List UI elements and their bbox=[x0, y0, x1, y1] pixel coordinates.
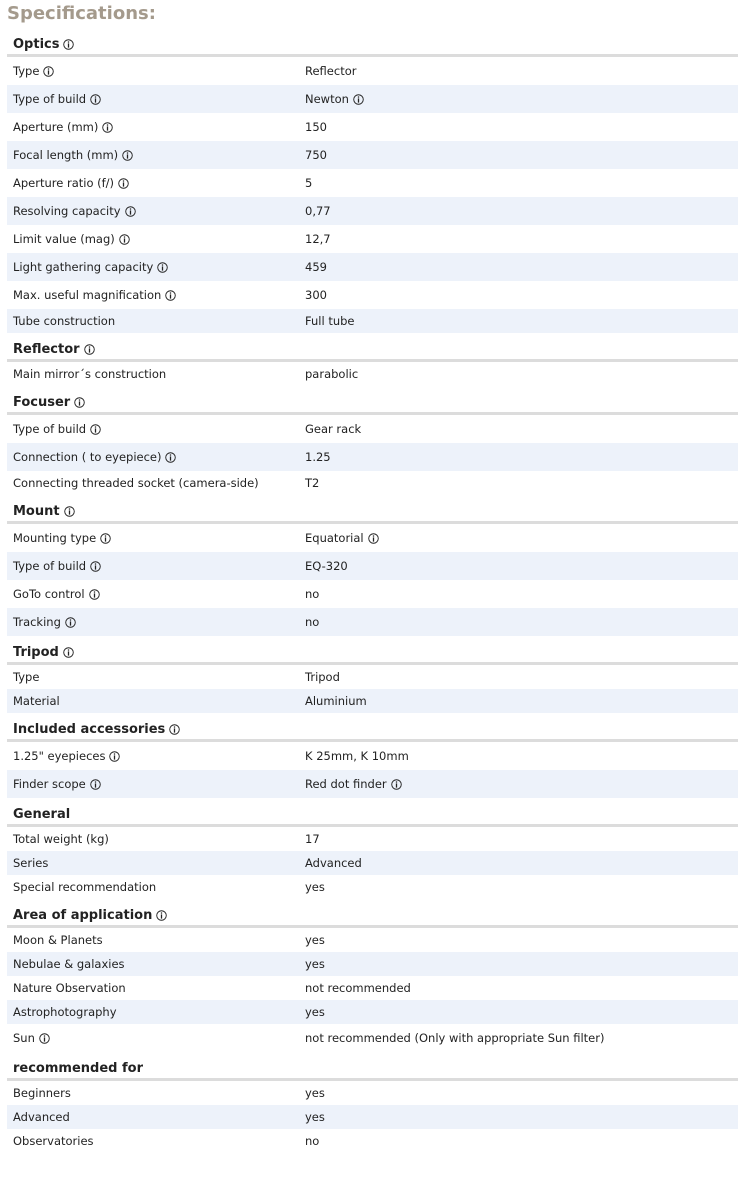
spec-label: Sun bbox=[13, 1031, 35, 1045]
spec-value-cell bbox=[305, 777, 738, 791]
spec-label: Resolving capacity bbox=[13, 204, 121, 218]
spec-value-cell bbox=[305, 314, 738, 328]
section-header bbox=[7, 905, 738, 928]
spec-label: Series bbox=[13, 856, 49, 870]
spec-value: yes bbox=[305, 957, 325, 971]
spec-row bbox=[7, 689, 738, 713]
spec-value-cell bbox=[305, 176, 738, 190]
spec-label: Type of build bbox=[13, 422, 87, 436]
spec-row bbox=[7, 1000, 738, 1024]
spec-label: Astrophotography bbox=[13, 1005, 117, 1019]
spec-label: Connecting threaded socket (camera-side) bbox=[13, 476, 259, 490]
spec-row bbox=[7, 952, 738, 976]
spec-row bbox=[7, 580, 738, 608]
section-header bbox=[7, 642, 738, 665]
spec-value-cell bbox=[305, 749, 738, 763]
spec-row bbox=[7, 1081, 738, 1105]
info-icon[interactable] bbox=[391, 779, 402, 790]
spec-row bbox=[7, 281, 738, 309]
spec-label-cell bbox=[7, 587, 305, 601]
spec-label-cell bbox=[7, 880, 305, 894]
specifications-table bbox=[7, 34, 738, 1153]
spec-value: 1.25 bbox=[305, 450, 331, 464]
spec-value: 150 bbox=[305, 120, 327, 134]
spec-label: Nebulae & galaxies bbox=[13, 957, 125, 971]
section-header bbox=[7, 501, 738, 524]
spec-row bbox=[7, 1024, 738, 1052]
section-title: recommended for bbox=[13, 1060, 143, 1076]
info-icon[interactable] bbox=[109, 751, 120, 762]
spec-value: K 25mm, K 10mm bbox=[305, 749, 409, 763]
spec-value-cell bbox=[305, 367, 738, 381]
info-icon[interactable] bbox=[125, 206, 136, 217]
spec-label-cell bbox=[7, 260, 305, 274]
spec-row bbox=[7, 309, 738, 333]
info-icon[interactable] bbox=[90, 779, 101, 790]
spec-value: no bbox=[305, 1134, 320, 1148]
spec-value-cell bbox=[305, 64, 738, 78]
info-icon[interactable] bbox=[353, 94, 364, 105]
spec-row bbox=[7, 169, 738, 197]
info-icon[interactable] bbox=[64, 506, 75, 517]
section-title: Included accessories bbox=[13, 721, 166, 737]
spec-label: Special recommendation bbox=[13, 880, 157, 894]
spec-value: 459 bbox=[305, 260, 327, 274]
spec-label-cell bbox=[7, 749, 305, 763]
spec-label-cell bbox=[7, 450, 305, 464]
info-icon[interactable] bbox=[90, 561, 101, 572]
spec-value-cell bbox=[305, 450, 738, 464]
info-icon[interactable] bbox=[102, 122, 113, 133]
spec-label: Type bbox=[13, 64, 40, 78]
spec-value-cell bbox=[305, 559, 738, 573]
spec-value: Red dot finder bbox=[305, 777, 387, 791]
spec-label: Material bbox=[13, 694, 60, 708]
info-icon[interactable] bbox=[63, 39, 74, 50]
spec-label-cell bbox=[7, 120, 305, 134]
spec-value-cell bbox=[305, 856, 738, 870]
spec-label-cell bbox=[7, 1134, 305, 1148]
spec-label-cell bbox=[7, 559, 305, 573]
spec-label: Finder scope bbox=[13, 777, 86, 791]
info-icon[interactable] bbox=[165, 452, 176, 463]
spec-value: Gear rack bbox=[305, 422, 362, 436]
spec-label-cell bbox=[7, 367, 305, 381]
info-icon[interactable] bbox=[89, 589, 100, 600]
spec-value: Aluminium bbox=[305, 694, 367, 708]
spec-value: 300 bbox=[305, 288, 327, 302]
section-header bbox=[7, 1058, 738, 1081]
info-icon[interactable] bbox=[84, 344, 95, 355]
spec-value-cell bbox=[305, 204, 738, 218]
info-icon[interactable] bbox=[119, 234, 130, 245]
spec-label-cell bbox=[7, 694, 305, 708]
spec-value-cell bbox=[305, 1031, 738, 1045]
spec-value-cell bbox=[305, 148, 738, 162]
spec-row bbox=[7, 524, 738, 552]
spec-value: Equatorial bbox=[305, 531, 364, 545]
spec-label-cell bbox=[7, 422, 305, 436]
spec-value: not recommended (Only with appropriate Sun filter) bbox=[305, 1031, 605, 1045]
spec-row bbox=[7, 928, 738, 952]
spec-label: Main mirror´s construction bbox=[13, 367, 167, 381]
spec-value-cell bbox=[305, 422, 738, 436]
spec-value: 12,7 bbox=[305, 232, 331, 246]
spec-row bbox=[7, 770, 738, 798]
spec-value: parabolic bbox=[305, 367, 359, 381]
spec-row bbox=[7, 57, 738, 85]
spec-value-cell bbox=[305, 880, 738, 894]
spec-label: 1.25" eyepieces bbox=[13, 749, 106, 763]
spec-row bbox=[7, 443, 738, 471]
info-icon[interactable] bbox=[39, 1033, 50, 1044]
section-header bbox=[7, 339, 738, 362]
spec-label: Moon & Planets bbox=[13, 933, 103, 947]
spec-label-cell bbox=[7, 933, 305, 947]
spec-value: 5 bbox=[305, 176, 313, 190]
spec-row bbox=[7, 665, 738, 689]
info-icon[interactable] bbox=[100, 533, 111, 544]
section-title: Focuser bbox=[13, 394, 71, 410]
spec-label: Light gathering capacity bbox=[13, 260, 154, 274]
spec-row bbox=[7, 827, 738, 851]
spec-value: yes bbox=[305, 1086, 325, 1100]
spec-label: Type of build bbox=[13, 559, 87, 573]
info-icon[interactable] bbox=[90, 424, 101, 435]
spec-value: Tripod bbox=[305, 670, 340, 684]
spec-label-cell bbox=[7, 1086, 305, 1100]
section-title: Mount bbox=[13, 503, 60, 519]
info-icon[interactable] bbox=[368, 533, 379, 544]
spec-value-cell bbox=[305, 288, 738, 302]
section-title: Reflector bbox=[13, 341, 80, 357]
info-icon[interactable] bbox=[74, 397, 85, 408]
spec-value-cell bbox=[305, 92, 738, 106]
spec-row bbox=[7, 1105, 738, 1129]
spec-row bbox=[7, 875, 738, 899]
spec-row bbox=[7, 362, 738, 386]
spec-value-cell bbox=[305, 1110, 738, 1124]
spec-label: Focal length (mm) bbox=[13, 148, 119, 162]
spec-value-cell bbox=[305, 260, 738, 274]
spec-row bbox=[7, 85, 738, 113]
spec-value: 0,77 bbox=[305, 204, 331, 218]
spec-value-cell bbox=[305, 476, 738, 490]
spec-label-cell bbox=[7, 1031, 305, 1045]
spec-label-cell bbox=[7, 832, 305, 846]
section-header bbox=[7, 392, 738, 415]
spec-label: Type bbox=[13, 670, 40, 684]
spec-row bbox=[7, 141, 738, 169]
spec-label: Mounting type bbox=[13, 531, 97, 545]
spec-value-cell bbox=[305, 832, 738, 846]
spec-label: GoTo control bbox=[13, 587, 85, 601]
section-header bbox=[7, 804, 738, 827]
spec-label-cell bbox=[7, 288, 305, 302]
spec-label-cell bbox=[7, 176, 305, 190]
spec-value: yes bbox=[305, 1110, 325, 1124]
spec-value: yes bbox=[305, 933, 325, 947]
spec-value-cell bbox=[305, 120, 738, 134]
spec-label: Tube construction bbox=[13, 314, 116, 328]
info-icon[interactable] bbox=[157, 262, 168, 273]
spec-label-cell bbox=[7, 204, 305, 218]
spec-label: Tracking bbox=[13, 615, 61, 629]
spec-label-cell bbox=[7, 615, 305, 629]
spec-value-cell bbox=[305, 670, 738, 684]
section-title: Area of application bbox=[13, 907, 153, 923]
section-header bbox=[7, 34, 738, 57]
spec-label-cell bbox=[7, 670, 305, 684]
spec-value: 750 bbox=[305, 148, 327, 162]
spec-label-cell bbox=[7, 148, 305, 162]
info-icon[interactable] bbox=[122, 150, 133, 161]
spec-label: Connection ( to eyepiece) bbox=[13, 450, 162, 464]
spec-value-cell bbox=[305, 957, 738, 971]
spec-label: Aperture (mm) bbox=[13, 120, 99, 134]
spec-label-cell bbox=[7, 232, 305, 246]
spec-label-cell bbox=[7, 64, 305, 78]
spec-label-cell bbox=[7, 476, 305, 490]
spec-value: T2 bbox=[305, 476, 320, 490]
spec-value: Reflector bbox=[305, 64, 357, 78]
spec-value-cell bbox=[305, 615, 738, 629]
spec-label-cell bbox=[7, 981, 305, 995]
spec-label: Beginners bbox=[13, 1086, 71, 1100]
spec-value: no bbox=[305, 587, 320, 601]
spec-value-cell bbox=[305, 1134, 738, 1148]
info-icon[interactable] bbox=[165, 290, 176, 301]
spec-value: Advanced bbox=[305, 856, 362, 870]
spec-row bbox=[7, 225, 738, 253]
spec-row bbox=[7, 976, 738, 1000]
spec-row bbox=[7, 253, 738, 281]
page-title: Specifications: bbox=[7, 3, 156, 24]
info-icon[interactable] bbox=[63, 647, 74, 658]
spec-label: Observatories bbox=[13, 1134, 94, 1148]
section-title: Tripod bbox=[13, 644, 59, 660]
spec-value-cell bbox=[305, 1005, 738, 1019]
spec-value: not recommended bbox=[305, 981, 411, 995]
spec-row bbox=[7, 197, 738, 225]
spec-label-cell bbox=[7, 957, 305, 971]
spec-label-cell bbox=[7, 314, 305, 328]
spec-label-cell bbox=[7, 531, 305, 545]
spec-value: Newton bbox=[305, 92, 349, 106]
spec-value: yes bbox=[305, 1005, 325, 1019]
spec-value-cell bbox=[305, 1086, 738, 1100]
spec-row bbox=[7, 851, 738, 875]
spec-value: no bbox=[305, 615, 320, 629]
spec-label-cell bbox=[7, 1110, 305, 1124]
spec-value: yes bbox=[305, 880, 325, 894]
spec-value-cell bbox=[305, 933, 738, 947]
info-icon[interactable] bbox=[65, 617, 76, 628]
spec-label-cell bbox=[7, 777, 305, 791]
spec-value-cell bbox=[305, 694, 738, 708]
info-icon[interactable] bbox=[90, 94, 101, 105]
info-icon[interactable] bbox=[43, 66, 54, 77]
spec-value-cell bbox=[305, 981, 738, 995]
spec-label: Advanced bbox=[13, 1110, 70, 1124]
spec-label: Nature Observation bbox=[13, 981, 126, 995]
section-title: Optics bbox=[13, 36, 60, 52]
spec-value-cell bbox=[305, 531, 738, 545]
spec-label: Limit value (mag) bbox=[13, 232, 115, 246]
spec-label: Type of build bbox=[13, 92, 87, 106]
spec-label-cell bbox=[7, 856, 305, 870]
spec-label-cell bbox=[7, 92, 305, 106]
spec-row bbox=[7, 742, 738, 770]
spec-label: Max. useful magnification bbox=[13, 288, 162, 302]
spec-row bbox=[7, 608, 738, 636]
spec-value-cell bbox=[305, 232, 738, 246]
spec-value-cell bbox=[305, 587, 738, 601]
spec-label: Aperture ratio (f/) bbox=[13, 176, 115, 190]
spec-row bbox=[7, 415, 738, 443]
info-icon[interactable] bbox=[118, 178, 129, 189]
spec-row bbox=[7, 1129, 738, 1153]
info-icon[interactable] bbox=[169, 724, 180, 735]
section-title: General bbox=[13, 806, 71, 822]
spec-value: Full tube bbox=[305, 314, 355, 328]
spec-row bbox=[7, 471, 738, 495]
spec-label: Total weight (kg) bbox=[13, 832, 109, 846]
spec-label-cell bbox=[7, 1005, 305, 1019]
spec-row bbox=[7, 113, 738, 141]
spec-value: EQ-320 bbox=[305, 559, 348, 573]
section-header bbox=[7, 719, 738, 742]
info-icon[interactable] bbox=[156, 910, 167, 921]
spec-value: 17 bbox=[305, 832, 320, 846]
spec-row bbox=[7, 552, 738, 580]
